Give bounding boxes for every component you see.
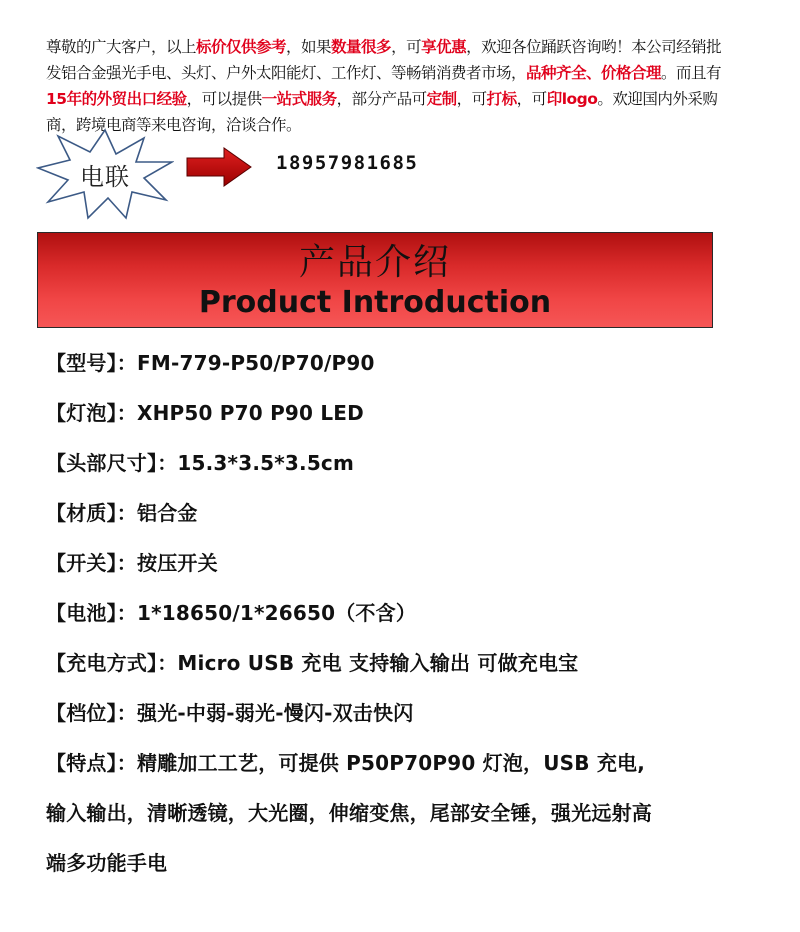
- intro-text: ，可: [456, 90, 487, 108]
- spec-row-features: [46, 738, 746, 888]
- spec-value: FM-779-P50/P70/P90: [137, 351, 375, 375]
- intro-text: ，可: [391, 38, 422, 56]
- intro-highlight: 定制: [426, 90, 457, 108]
- intro-text: ，欢迎各位踊跃咨询哟！本公司经销批发铝合金强光手电、头灯、户外太阳能灯、工作灯、等畅销消费者市场，: [46, 38, 722, 82]
- spec-value: 铝合金: [137, 501, 198, 525]
- spec-value: 1*18650/1*26650（不含）: [137, 601, 417, 625]
- spec-row-switch: [46, 538, 746, 588]
- spec-key: 【电池】：: [46, 601, 137, 625]
- product-intro-banner: [37, 232, 713, 328]
- intro-paragraph: [46, 34, 726, 138]
- intro-text: ，部分产品可: [336, 90, 427, 108]
- spec-key: 【开关】：: [46, 551, 137, 575]
- intro-highlight: 享优惠: [421, 38, 467, 56]
- spec-key: 【充电方式】：: [46, 651, 178, 675]
- intro-highlight: 一站式服务: [261, 90, 337, 108]
- spec-value: Micro USB 充电 支持输入输出 可做充电宝: [177, 651, 579, 675]
- spec-row-model: [46, 338, 746, 388]
- contact-label: 电联: [80, 162, 130, 191]
- intro-highlight: 打标: [486, 90, 517, 108]
- spec-key: 【头部尺寸】：: [46, 451, 178, 475]
- feature-line: 【特点】：精雕加工工艺，可提供 P50P70P90 灯泡，USB 充电,: [46, 751, 646, 775]
- spec-value: 按压开关: [137, 551, 218, 575]
- spec-value: 15.3*3.5*3.5cm: [177, 451, 355, 475]
- intro-highlight: 标价仅供参考: [196, 38, 287, 56]
- intro-text: ，可以提供: [186, 90, 262, 108]
- spec-key: 【档位】：: [46, 701, 137, 725]
- spec-row-bulb: [46, 388, 746, 438]
- spec-value: 强光-中弱-弱光-慢闪-双击快闪: [137, 701, 414, 725]
- spec-row-material: [46, 488, 746, 538]
- banner-title-cn: 产品介绍: [298, 242, 451, 283]
- spec-key: 【型号】：: [46, 351, 137, 375]
- spec-key: 【灯泡】：: [46, 401, 137, 425]
- intro-text: ，可: [516, 90, 547, 108]
- feature-line: 输入输出，清晰透镜，大光圈，伸缩变焦，尾部安全锤，强光远射高: [46, 801, 652, 825]
- spec-row-battery: [46, 588, 746, 638]
- intro-highlight: 印logo: [546, 90, 598, 108]
- spec-value: XHP50 P70 P90 LED: [137, 401, 364, 425]
- spec-row-modes: [46, 688, 746, 738]
- arrow-right-icon: [186, 147, 252, 187]
- intro-highlight: 15年的外贸出口经验: [46, 90, 187, 108]
- intro-text: 。欢迎国内外采购商，跨境电商等来电咨询，洽谈合作。: [46, 90, 718, 134]
- intro-text: 尊敬的广大客户，以上: [46, 38, 197, 56]
- intro-text: 。而且有: [661, 64, 722, 82]
- intro-highlight: 品种齐全、价格合理: [526, 64, 662, 82]
- spec-key: 【材质】：: [46, 501, 137, 525]
- spec-row-head-size: [46, 438, 746, 488]
- intro-highlight: 数量很多: [331, 38, 392, 56]
- spec-row-charging: [46, 638, 746, 688]
- intro-text: ，如果: [286, 38, 332, 56]
- banner-title-en: Product Introduction: [198, 285, 552, 320]
- feature-line: 端多功能手电: [46, 851, 168, 875]
- spec-list: [46, 338, 746, 888]
- phone-number: 18957981685: [276, 152, 419, 174]
